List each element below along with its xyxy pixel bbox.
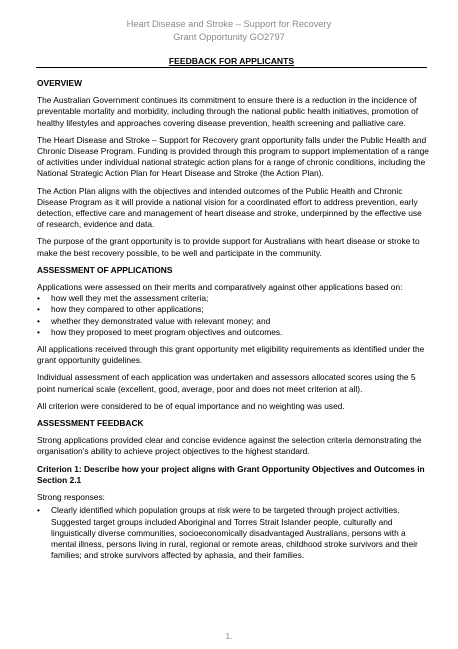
- header-subtitle: Grant Opportunity GO2797: [173, 32, 285, 42]
- list-item: • how they proposed to meet program objectives and outcomes.: [37, 327, 429, 338]
- assessment-bullets: [37, 293, 429, 338]
- strong-responses-label: Strong responses:: [37, 492, 105, 503]
- page-header: [0, 18, 458, 44]
- overview-paragraph: The Heart Disease and Stroke – Support for Recovery grant opportunity falls under the Public Health and Chronic Disease Program. Funding is provided through this program to support implementation of a range of activities under individual national strategic action plans for a range of chronic conditions, including the National Strategic Action Plan for Heart Disease and Stroke (the Action Plan).: [37, 134, 429, 179]
- document-title: FEEDBACK FOR APPLICANTS: [168, 56, 295, 66]
- assessment-heading: ASSESSMENT OF APPLICATIONS: [37, 264, 173, 275]
- feedback-heading: ASSESSMENT FEEDBACK: [37, 418, 144, 429]
- overview-heading: OVERVIEW: [37, 78, 82, 88]
- strong-responses-bullets: [37, 505, 429, 561]
- assessment-paragraph: All applications received through this grant opportunity met eligibility requirements as identified under the grant opportunity guidelines.: [37, 344, 425, 366]
- list-item: • how they compared to other applications;: [37, 304, 429, 315]
- overview-paragraph: The purpose of the grant opportunity is to provide support for Australians with heart disease or stroke to make the best recovery possible, to be well and participate in the community.: [37, 236, 420, 258]
- list-item: • how well they met the assessment criteria;: [37, 293, 429, 304]
- list-item: • whether they demonstrated value with relevant money; and: [37, 316, 429, 327]
- assessment-intro: Applications were assessed on their merits and comparatively against other applications based on:: [37, 282, 403, 293]
- assessment-paragraph: Individual assessment of each application was undertaken and assessors allocated scores using the 5 point numerical scale (excellent, good, average, poor and does not meet criterion at all).: [37, 372, 416, 394]
- feedback-intro: Strong applications provided clear and concise evidence against the selection criteria demonstrating the organisation’s ability to achieve project objectives to the highest standard.: [37, 435, 422, 457]
- header-title: Heart Disease and Stroke – Support for Recovery: [126, 19, 332, 29]
- criterion-1-heading: Criterion 1: Describe how your project aligns with Grant Opportunity Objectives and Outcomes in Section 2.1: [37, 463, 425, 485]
- assessment-paragraph: All criterion were considered to be of equal importance and no weighting was used.: [37, 400, 345, 411]
- document-body: [37, 78, 429, 567]
- list-item: • Clearly identified which population groups at risk were to be targeted through project activities. Suggested target groups included Aboriginal and Torres Strait Islander people, culturally and linguistically diverse communities, socioeconomically disadvantaged Australians, persons with a mental illness, persons living in rural, regional or remote areas, childhood stroke survivors and their families; and stroke survivors affected by aphasia, and their families.: [37, 505, 429, 561]
- title-rule: [36, 67, 427, 68]
- overview-paragraph: The Action Plan aligns with the objectives and intended outcomes of the Public Health and Chronic Disease Program as it will provide a national vision for a coordinated effort to address prevention, early detection, effective care and management of heart disease and stroke, underpinned by the effective use of research, evidence and data.: [37, 185, 422, 230]
- overview-paragraph: The Australian Government continues its commitment to ensure there is a reduction in the incidence of preventable mortality and morbidity, including through the national public health initiatives, promotion of healthy lifestyles and approaches covering disease prevention, health screening and palliative care.: [37, 95, 419, 128]
- page-number: 1.: [225, 631, 233, 641]
